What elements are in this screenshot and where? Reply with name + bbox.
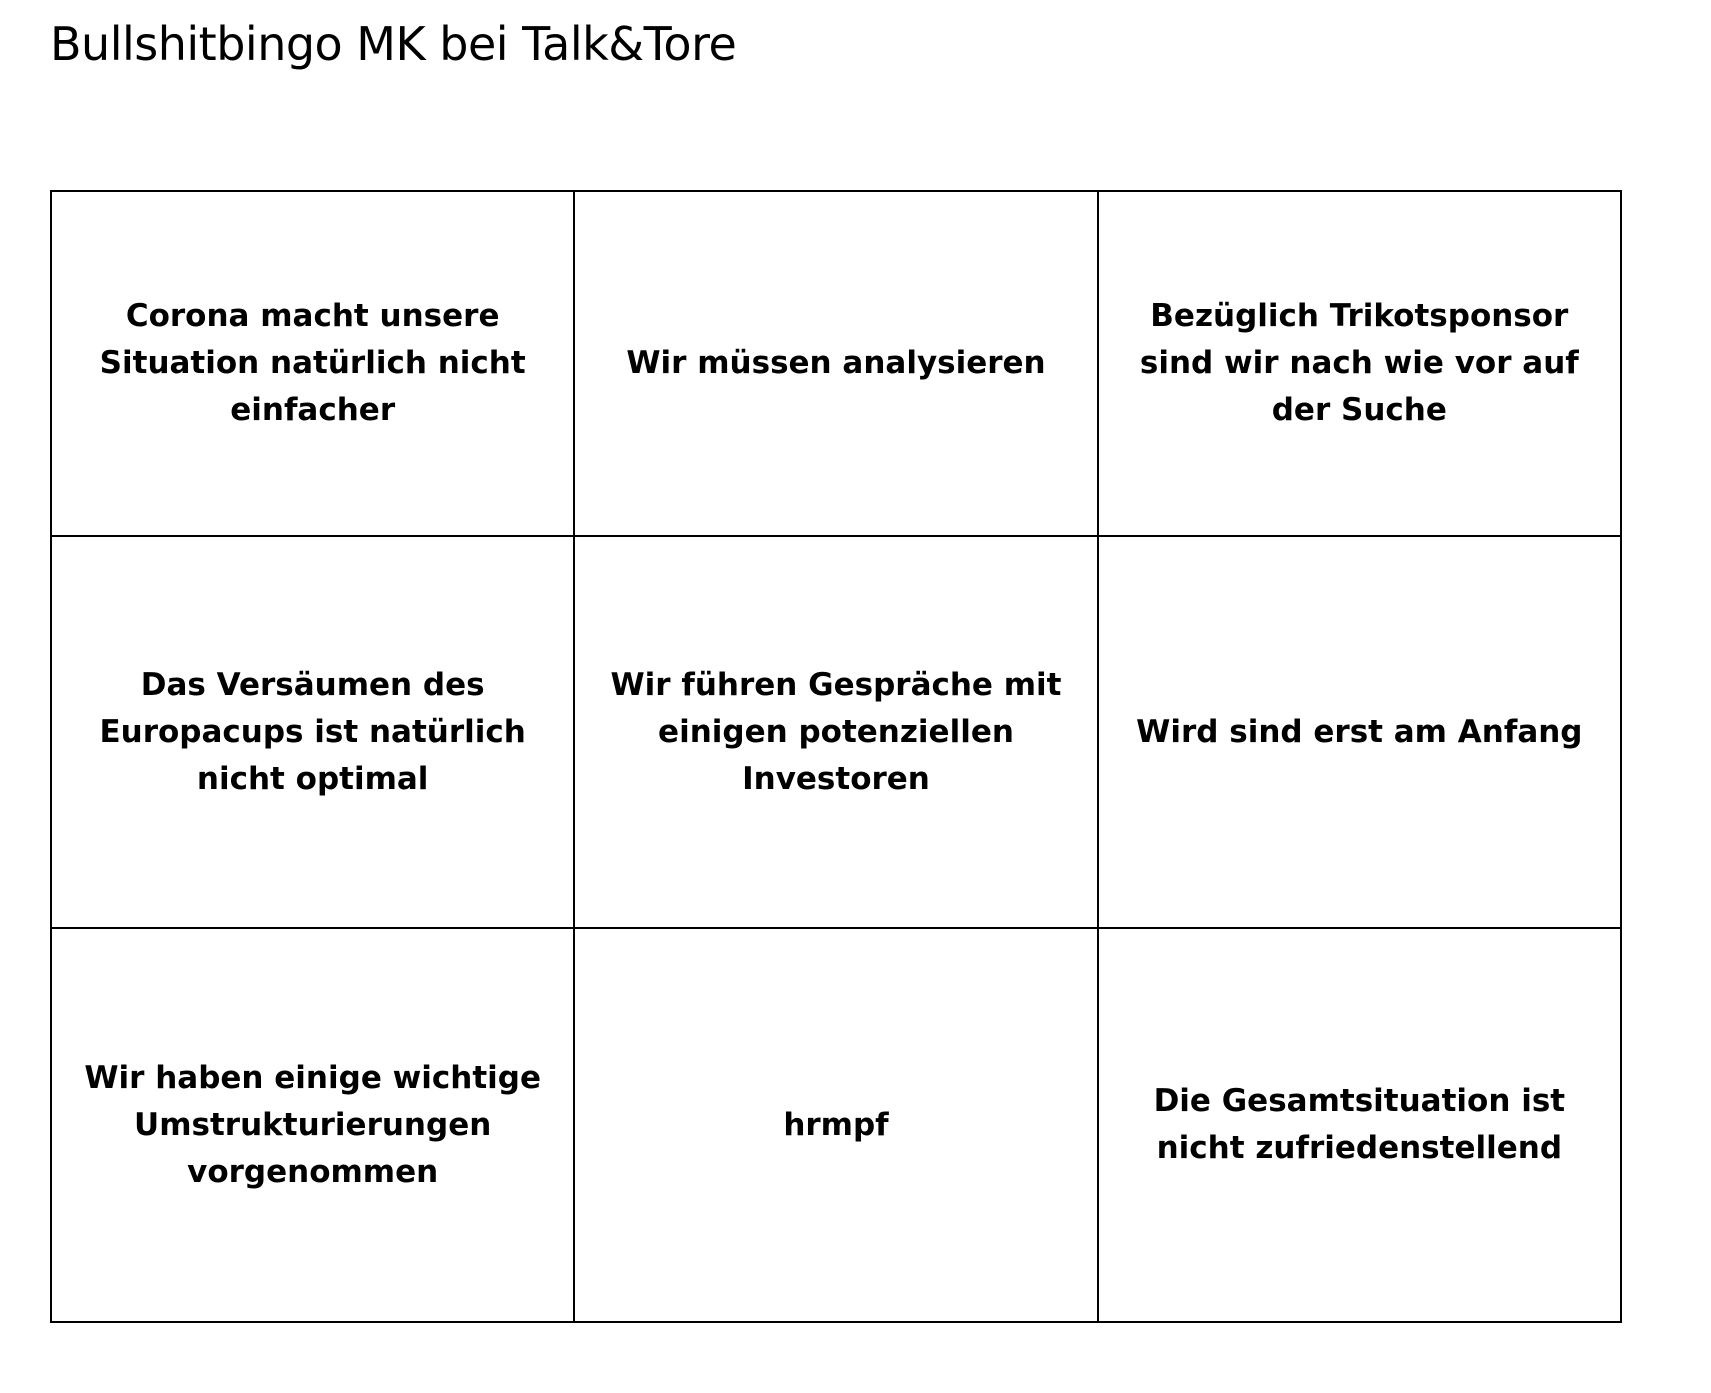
bingo-cell: Wir müssen analysieren — [574, 191, 1097, 536]
bingo-cell: Wir führen Gespräche mit einigen potenziellen Investoren — [574, 536, 1097, 928]
document-title: Bullshitbingo MK bei Talk&Tore — [50, 17, 737, 71]
bingo-cell: Bezüglich Trikotsponsor sind wir nach wie vor auf der Suche — [1098, 191, 1621, 536]
bingo-cell: Corona macht unsere Situation natürlich nicht einfacher — [51, 191, 574, 536]
bingo-cell: Wird sind erst am Anfang — [1098, 536, 1621, 928]
bingo-row — [51, 191, 1621, 536]
bingo-cell: hrmpf — [574, 928, 1097, 1322]
bingo-cell: Die Gesamtsituation ist nicht zufriedenstellend — [1098, 928, 1621, 1322]
bingo-cell: Das Versäumen des Europacups ist natürlich nicht optimal — [51, 536, 574, 928]
bingo-row — [51, 536, 1621, 928]
bingo-cell: Wir haben einige wichtige Umstrukturierungen vorgenommen — [51, 928, 574, 1322]
bingo-row — [51, 928, 1621, 1322]
bingo-grid — [50, 190, 1622, 1323]
